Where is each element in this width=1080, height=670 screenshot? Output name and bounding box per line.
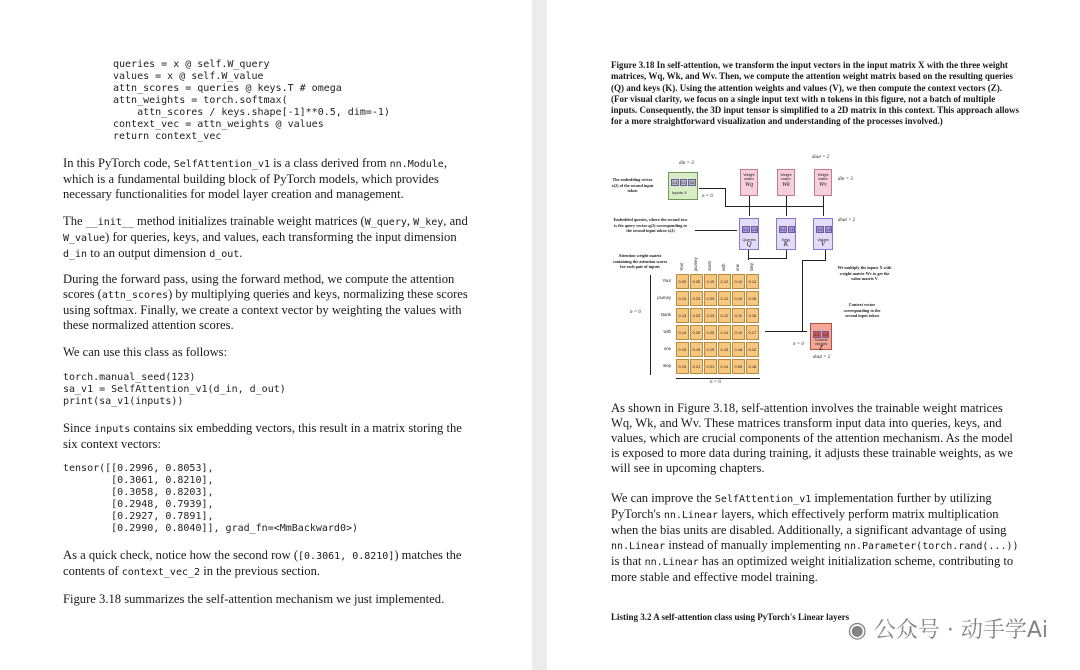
text: Since — [63, 421, 95, 435]
inline-code: SelfAttention_v1 — [714, 494, 812, 505]
attention-label: Attention weight matrix containing the attention scores for each pair of inputs — [612, 253, 668, 269]
matrix-cell: 0.14 — [676, 325, 689, 340]
inline-code: nn.Linear — [663, 510, 718, 521]
matrix-cell: 0.13 — [676, 359, 689, 374]
arrow-line — [786, 250, 787, 259]
column-label: one — [735, 264, 740, 271]
matrix-cell: 0.12 — [732, 274, 745, 289]
embedding-label: The embedding vector x(2) of the second input token — [611, 177, 654, 193]
watermark: ◉ 公众号 · 动手学Ai — [847, 618, 1048, 643]
dim-label: din = 3 — [679, 161, 694, 166]
value: 0.1 — [681, 180, 686, 185]
text: As a quick check, notice how the second row ( — [63, 548, 299, 562]
row-label: with — [663, 329, 671, 334]
value: 1.0 — [826, 227, 831, 232]
column-label: with — [721, 263, 726, 271]
value: 0.8 — [823, 332, 828, 337]
arrow-line — [725, 206, 824, 207]
matrix-cell: 0.21 — [690, 359, 703, 374]
inline-code: __init__ — [85, 217, 134, 228]
text: ) for queries, keys, and values, each transforming the input dimension — [105, 230, 457, 244]
value: 0.3 — [817, 227, 823, 232]
matrix-cell: 0.14 — [746, 274, 759, 289]
text: method initializes trainable weight matrices ( — [133, 214, 365, 228]
matrix-cell: 0.12 — [718, 291, 731, 306]
context-vectors-box: Context vectors 0.3 0.8 Z — [810, 323, 832, 350]
row-values — [742, 226, 758, 233]
matrix-cell: 0.17 — [746, 325, 759, 340]
arrow-line — [765, 331, 807, 332]
text: implementation further by utilizing PyTorch's — [611, 491, 992, 521]
matrix-cell: 0.19 — [704, 274, 717, 289]
arrow-line — [802, 260, 803, 332]
matrix-cell: 0.12 — [718, 274, 731, 289]
inline-code: W_query — [364, 217, 407, 228]
matrix-cell: 0.20 — [690, 325, 703, 340]
self-attention-figure — [605, 150, 895, 390]
matrix-Q: Queries 0.4 1.4 Q — [739, 218, 759, 250]
figure-caption: Figure 3.18 In self-attention, we transform the input vectors in the input matrix X with the three weight matrices, Wq, Wk, and Wv. Then, we compute the attention weight matrix based on the resulting queries (Q) and keys (K). Using the attention weights and values (V), we then compute the context vectors (Z). (For visual clarity, we focus on a single input text with n tokens in this figure, not a batch of multiple inputs. Consequently, the 3D input tensor is simplified to a 2D matrix in this context. This approach allows for a more straightforward visualization and understanding of the processes involved.) — [611, 60, 1020, 127]
matrix-cell: 0.18 — [732, 342, 745, 357]
inline-code: nn.Linear — [611, 541, 666, 552]
matrix-cell: 0.18 — [746, 359, 759, 374]
matrix-cell: 0.20 — [690, 274, 703, 289]
value: 1.4 — [752, 227, 757, 232]
row-values — [816, 226, 832, 233]
matrix-symbol: Z — [819, 344, 823, 352]
weight-symbol: Wk — [782, 182, 790, 188]
text: has an optimized weight initialization scheme, contributing to more stable and effective model training. — [611, 554, 1014, 584]
matrix-cell: 0.12 — [718, 308, 731, 323]
matrix-cell: 0.15 — [676, 342, 689, 357]
matrix-V: Values 0.3 1.0 V — [813, 218, 833, 250]
paragraph — [63, 421, 473, 452]
column-label: journey — [693, 257, 698, 271]
paragraph — [63, 548, 473, 580]
code-block-output: tensor([[0.2996, 0.8053], [0.3061, 0.8210], [0.3058, 0.8203], [0.2948, 0.7939], [0.2927, 0.7891], [0.2990, 0.8040]], grad_fn=<MmBackward0>) — [63, 463, 359, 534]
text: We can improve the — [611, 491, 715, 505]
row-label: journey — [657, 295, 671, 300]
inline-code: W_value — [63, 233, 106, 244]
row-label: starts — [660, 312, 671, 317]
column-label: step — [749, 263, 754, 271]
inline-code: d_in — [63, 249, 88, 260]
value: 0.4 — [672, 180, 678, 185]
dim-label: dout = 2 — [813, 355, 831, 360]
value: 0.3 — [814, 332, 820, 337]
column-label: Your — [679, 262, 684, 271]
row-label: step — [663, 363, 671, 368]
inputs-box — [668, 172, 698, 200]
value: 0.4 — [743, 227, 749, 232]
dim-label: n = 6 — [702, 194, 713, 199]
context-values — [813, 331, 829, 338]
inline-code: context_vec_2 — [121, 567, 201, 578]
matrix-cell: 0.20 — [676, 274, 689, 289]
inline-code: W_key — [413, 217, 444, 228]
column-label: starts — [707, 260, 712, 271]
text: is a class derived from — [270, 156, 390, 170]
paragraph — [63, 214, 473, 262]
row-label: one — [664, 346, 671, 351]
paragraph — [63, 156, 473, 202]
matrix-cell: 0.13 — [676, 291, 689, 306]
matrix-cell: 0.10 — [732, 291, 745, 306]
text: . — [239, 246, 243, 260]
inputs-values — [671, 179, 696, 186]
arrow-line — [749, 196, 750, 216]
paragraph — [611, 491, 1026, 585]
row-values — [779, 226, 795, 233]
code-block-usage: torch.manual_seed(123) sa_v1 = SelfAttention_v1(d_in, d_out) print(sa_v1(inputs)) — [63, 372, 286, 407]
code-block-forward: queries = x @ self.W_query values = x @ self.W_value attn_scores = queries @ keys.T # omega attn_weights = torch.softmax( attn_scores / keys.shape[-1]**0.5, dim=-1) context_vec = attn_weights @ values return context_vec — [113, 59, 390, 142]
dim-label: dout = 2 — [812, 155, 830, 160]
arrow-line — [825, 250, 826, 260]
weight-symbol: Wq — [745, 182, 753, 188]
dim-label: din = 3 — [838, 177, 853, 182]
paragraph: We can use this class as follows: — [63, 345, 228, 359]
inline-code: nn.Linear — [644, 557, 699, 568]
matrix-cell: 0.23 — [704, 308, 717, 323]
matrix-symbol: V — [820, 240, 826, 248]
arrow-line — [695, 230, 737, 231]
text: contains six embedding vectors, this result in a matrix storing the six context vectors: — [63, 421, 462, 451]
matrix-cell: 0.09 — [732, 359, 745, 374]
matrix-cell: 0.23 — [704, 291, 717, 306]
dim-label: n = 6 — [710, 380, 721, 385]
text: in the previous section. — [200, 564, 321, 578]
right-page — [547, 0, 1080, 670]
inline-code: inputs — [94, 424, 131, 435]
arrow-line — [802, 260, 826, 261]
dim-label: n = 6 — [630, 310, 641, 315]
text: During the forward pass, using the forward method, we compute the attention scores ( — [63, 272, 455, 301]
text: , — [406, 214, 414, 228]
dim-label: n = 6 — [793, 342, 804, 347]
matrix-cell: 0.12 — [746, 342, 759, 357]
listing-title: Listing 3.2 A self-attention class using PyTorch's Linear layers — [611, 612, 850, 622]
matrix-cell: 0.21 — [704, 359, 717, 374]
value-label: We multiply the inputs X with weight matrix Wv to get the value matrix V — [837, 265, 892, 281]
arrow-line — [823, 196, 824, 216]
matrix-symbol: K — [783, 240, 789, 248]
value: 0.8 — [689, 180, 695, 185]
left-page — [0, 0, 532, 670]
matrix-cell: 0.14 — [718, 359, 731, 374]
matrix-cell: 0.13 — [718, 342, 731, 357]
arrow-line — [725, 188, 726, 206]
matrix-cell: 0.19 — [704, 342, 717, 357]
inline-code: d_out — [209, 249, 240, 260]
text: is that — [611, 554, 645, 568]
matrix-cell: 0.23 — [690, 308, 703, 323]
weight-matrix-Wv: Weight matrix Wv — [814, 169, 832, 196]
query-label: Embedded queries, where the second row is the query vector q(2) corresponding to the second input token x(2) — [613, 217, 688, 233]
text: to an output dimension — [87, 246, 210, 260]
text: instead of manually implementing — [665, 538, 844, 552]
arrow-line — [676, 378, 760, 379]
inline-code: [0.3061, 0.8210] — [298, 551, 395, 562]
matrix-K: Keys 0.4 1.1 K — [776, 218, 796, 250]
matrix-cell: 0.19 — [690, 342, 703, 357]
inline-code: SelfAttention_v1 — [173, 159, 271, 170]
matrix-cell: 0.14 — [718, 325, 731, 340]
paragraph: Figure 3.18 summarizes the self-attention mechanism we just implemented. — [63, 592, 445, 606]
weight-symbol: Wv — [819, 182, 827, 188]
dim-label: dout = 2 — [838, 218, 856, 223]
inline-code: nn.Parameter(torch.rand(...)) — [843, 541, 1019, 552]
arrow-line — [650, 275, 651, 375]
value: 1.1 — [789, 227, 794, 232]
paragraph — [63, 272, 473, 333]
text: In this PyTorch code, — [63, 156, 174, 170]
inputs-label: Inputs X — [672, 190, 687, 195]
matrix-cell: 0.12 — [732, 325, 745, 340]
paragraph: As shown in Figure 3.18, self-attention involves the trainable weight matrices Wq, Wk, and Wv. These matrices transform input data into queries, keys, and values, which are crucial components of the attention mechanism. As the model is exposed to more data during training, it adjusts these trainable weights, as we will see in upcoming chapters. — [611, 401, 1013, 475]
weight-matrix-Wq: Weight matrix Wq — [740, 169, 758, 196]
matrix-cell: 0.15 — [746, 308, 759, 323]
matrix-cell: 0.11 — [732, 308, 745, 323]
text: ) by multiplying queries and keys, normalizing these scores using softmax. Finally, we create a context vector by weighting the values with these normalized attention scores. — [63, 287, 468, 332]
text: ) matches the contents of — [63, 548, 462, 578]
matrix-cell: 0.23 — [690, 291, 703, 306]
arrow-line — [786, 196, 787, 216]
inline-code: attn_scores — [101, 290, 169, 301]
row-label: Your — [662, 278, 671, 283]
context-label: Context vector corresponding to the second input token — [843, 302, 881, 318]
inline-code: nn.Module — [389, 159, 444, 170]
wechat-icon: ◉ — [847, 618, 874, 643]
text: , which is a fundamental building block of PyTorch models, which provides necessary functionalities for model layer creation and management. — [63, 156, 447, 201]
text: The — [63, 214, 86, 228]
text: , and — [443, 214, 468, 228]
matrix-cell: 0.20 — [704, 325, 717, 340]
text: layers, which effectively perform matrix multiplication when the bias units are disabled. Additionally, a significant advantage of using — [611, 507, 1007, 537]
value: 0.4 — [780, 227, 786, 232]
weight-matrix-Wk: Weight matrix Wk — [777, 169, 795, 196]
matrix-cell: 0.15 — [746, 291, 759, 306]
matrix-cell: 0.13 — [676, 308, 689, 323]
matrix-symbol: Q — [746, 240, 752, 248]
arrow-line — [699, 188, 725, 189]
